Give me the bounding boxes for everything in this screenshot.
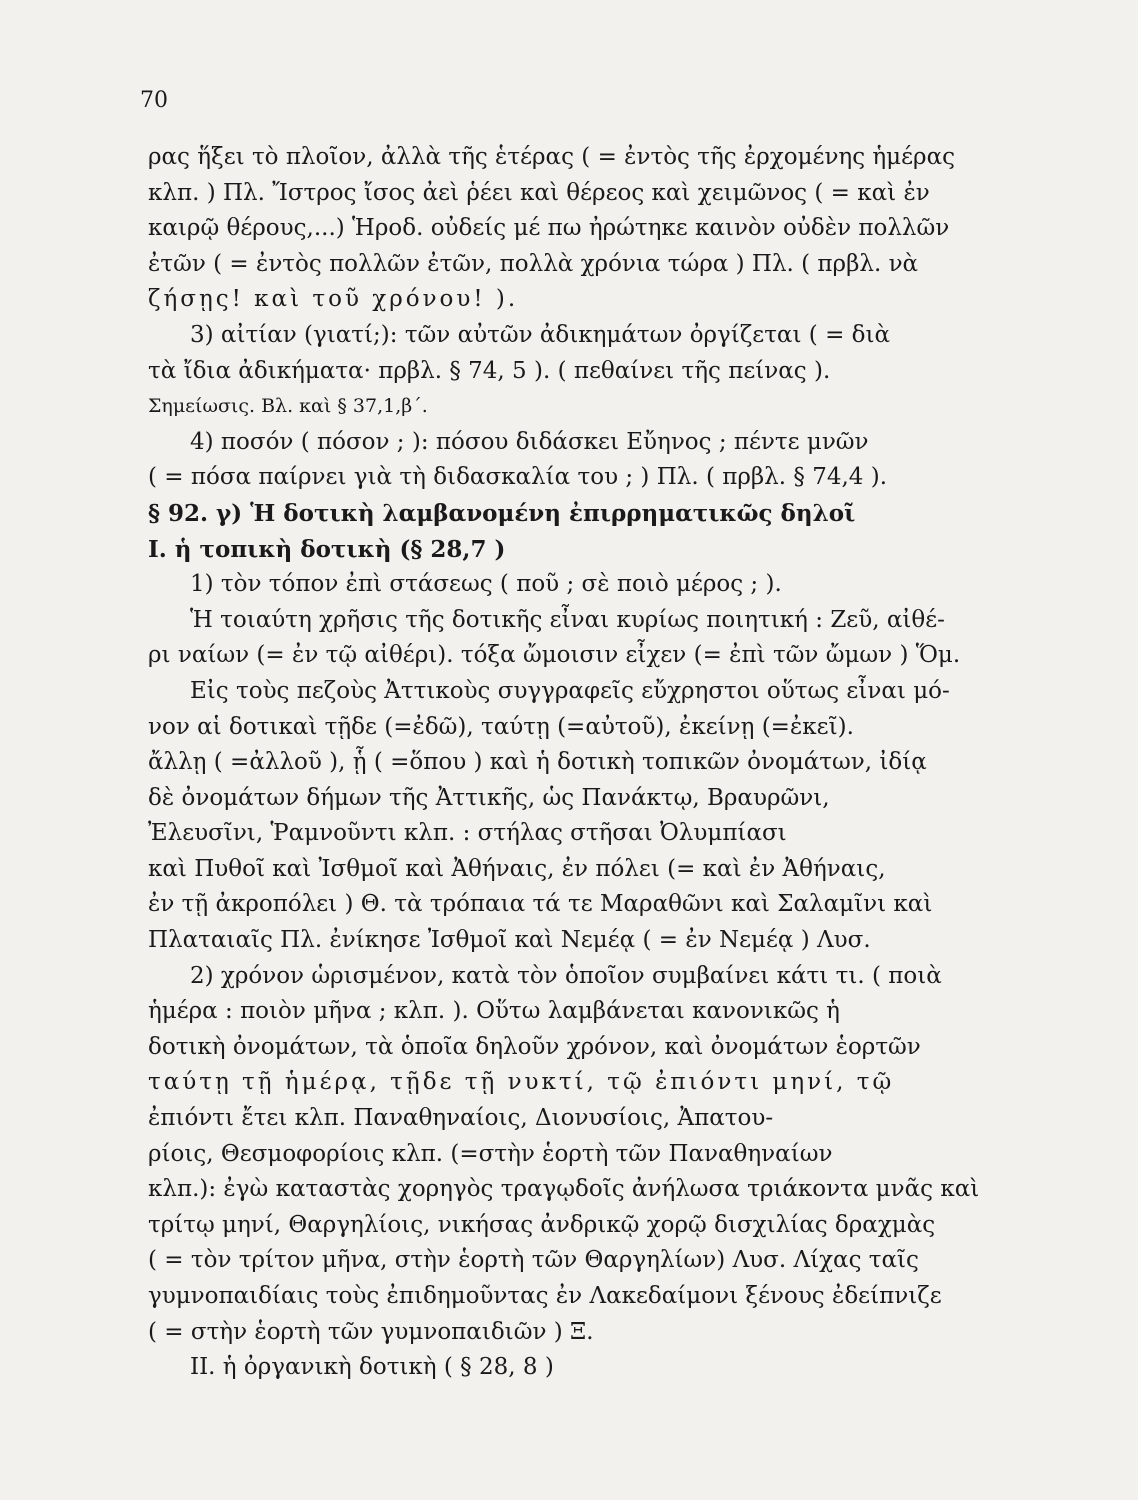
text-line: 4) ποσόν ( πόσον ; ): πόσου διδάσκει Εὔηνος ; πέντε μνῶν	[190, 428, 869, 455]
text-line: κλπ. ) Πλ. Ἴστρος ἴσος ἀεὶ ῥέει καὶ θέρεος καὶ χειμῶνος ( = καὶ ἐν	[148, 179, 930, 206]
body-text	[148, 140, 993, 1386]
text-line: δὲ ὀνομάτων δήμων τῆς Ἀττικῆς, ὡς Πανάκτῳ, Βραυρῶνι,	[148, 784, 830, 811]
text-line: Ἡ τοιαύτη χρῆσις τῆς δοτικῆς εἶναι κυρίως ποιητική : Ζεῦ, αἰθέ-	[190, 606, 945, 633]
text-line: Εἰς τοὺς πεζοὺς Ἀττικοὺς συγγραφεῖς εὔχρηστοι οὕτως εἶναι μό-	[190, 677, 950, 704]
text-line: ρίοις, Θεσμοφορίοις κλπ. (=στὴν ἑορτὴ τῶν Παναθηναίων	[148, 1140, 833, 1167]
text-line: τρίτῳ μηνί, Θαργηλίοις, νικήσας ἀνδρικῷ χορῷ δισχιλίας δραχμὰς	[148, 1211, 936, 1238]
text-line: δοτικὴ ὀνομάτων, τὰ ὁποῖα δηλοῦν χρόνον, καὶ ὀνομάτων ἑορτῶν	[148, 1033, 921, 1060]
section-heading: § 92. γ) Ἡ δοτικὴ λαμβανομένη ἐπιρρηματικῶς δηλοῖ	[148, 499, 856, 527]
text-line: ρι ναίων (= ἐν τῷ αἰθέρι). τόξα ὤμοισιν εἶχεν (= ἐπὶ τῶν ὤμων ) Ὅμ.	[148, 642, 961, 669]
text-line: ( = πόσα παίρνει γιὰ τὴ διδασκαλία του ; ) Πλ. ( πρβλ. § 74,4 ).	[148, 464, 887, 491]
text-line: νον αἱ δοτικαὶ τῇδε (=ἐδῶ), ταύτῃ (=αὐτοῦ), ἐκείνῃ (=ἐκεῖ).	[148, 713, 854, 740]
text-line: ἄλλῃ ( =ἀλλοῦ ), ᾗ ( =ὅπου ) καὶ ἡ δοτικὴ τοπικῶν ὀνομάτων, ἰδίᾳ	[148, 749, 927, 776]
text-line: καιρῷ θέρους,...) Ἡροδ. οὐδείς μέ πω ἠρώτηκε καινὸν οὐδὲν πολλῶν	[148, 215, 950, 242]
subsection-heading: ΙΙ. ἡ ὀργανικὴ δοτικὴ ( § 28, 8 )	[190, 1354, 554, 1381]
text-line: ἡμέρα : ποιὸν μῆνα ; κλπ. ). Οὕτω λαμβάνεται κανονικῶς ἡ	[148, 998, 840, 1025]
text-line: κλπ.): ἐγὼ καταστὰς χορηγὸς τραγῳδοῖς ἀνήλωσα τριάκοντα μνᾶς καὶ	[148, 1176, 980, 1203]
text-line: 2) χρόνον ὡρισμένον, κατὰ τὸν ὁποῖον συμβαίνει κάτι τι. ( ποιὰ	[190, 962, 942, 989]
subsection-heading: Ι. ἡ τοπικὴ δοτικὴ (§ 28,7 )	[148, 535, 506, 563]
text-line: ρας ἥξει τὸ πλοῖον, ἀλλὰ τῆς ἑτέρας ( = ἐντὸς τῆς ἐρχομένης ἡμέρας	[148, 144, 955, 170]
text-line: ( = τὸν τρίτον μῆνα, στὴν ἑορτὴ τῶν Θαργηλίων) Λυσ. Λίχας ταῖς	[148, 1247, 919, 1274]
text-line: Πλαταιαῖς Πλ. ἐνίκησε Ἰσθμοῖ καὶ Νεμέᾳ ( = ἐν Νεμέᾳ ) Λυσ.	[148, 927, 871, 954]
page-number: 70	[140, 88, 168, 113]
text-line: 1) τὸν τόπον ἐπὶ στάσεως ( ποῦ ; σὲ ποιὸ μέρος ; ).	[190, 571, 782, 598]
text-line: ἐν τῇ ἀκροπόλει ) Θ. τὰ τρόπαια τά τε Μαραθῶνι καὶ Σαλαμῖνι καὶ	[148, 891, 933, 918]
text-line: τὰ ἴδια ἀδικήματα· πρβλ. § 74, 5 ). ( πεθαίνει τῆς πείνας ).	[148, 357, 831, 384]
text-line: γυμνοπαιδίαις τοὺς ἐπιδημοῦντας ἐν Λακεδαίμονι ξένους ἐδείπνιζε	[148, 1283, 942, 1309]
text-line: Ἐλευσῖνι, Ῥαμνοῦντι κλπ. : στήλας στῆσαι Ὀλυμπίασι	[148, 820, 787, 847]
text-line: 3) αἰτίαν (γιατί;): τῶν αὐτῶν ἀδικημάτων ὀργίζεται ( = διὰ	[190, 321, 891, 348]
text-line: ( = στὴν ἑορτὴ τῶν γυμνοπαιδιῶν ) Ξ.	[148, 1318, 594, 1345]
text-line: ταύτῃ τῇ ἡμέρᾳ, τῇδε τῇ νυκτί, τῷ ἐπιόντι μηνί, τῷ	[148, 1069, 895, 1096]
note-line: Σημείωσις. Βλ. καὶ § 37,1,β΄.	[148, 395, 428, 418]
text-line: ἐτῶν ( = ἐντὸς πολλῶν ἐτῶν, πολλὰ χρόνια τώρα ) Πλ. ( πρβλ. νὰ	[148, 250, 919, 277]
text-line: καὶ Πυθοῖ καὶ Ἰσθμοῖ καὶ Ἀθήναις, ἐν πόλει (= καὶ ἐν Ἀθήναις,	[148, 855, 886, 882]
text-line: ἐπιόντι ἔτει κλπ. Παναθηναίοις, Διονυσίοις, Ἀπατου-	[148, 1105, 774, 1132]
text-line: ζήσῃς! καὶ τοῦ χρόνου! ).	[148, 286, 519, 313]
